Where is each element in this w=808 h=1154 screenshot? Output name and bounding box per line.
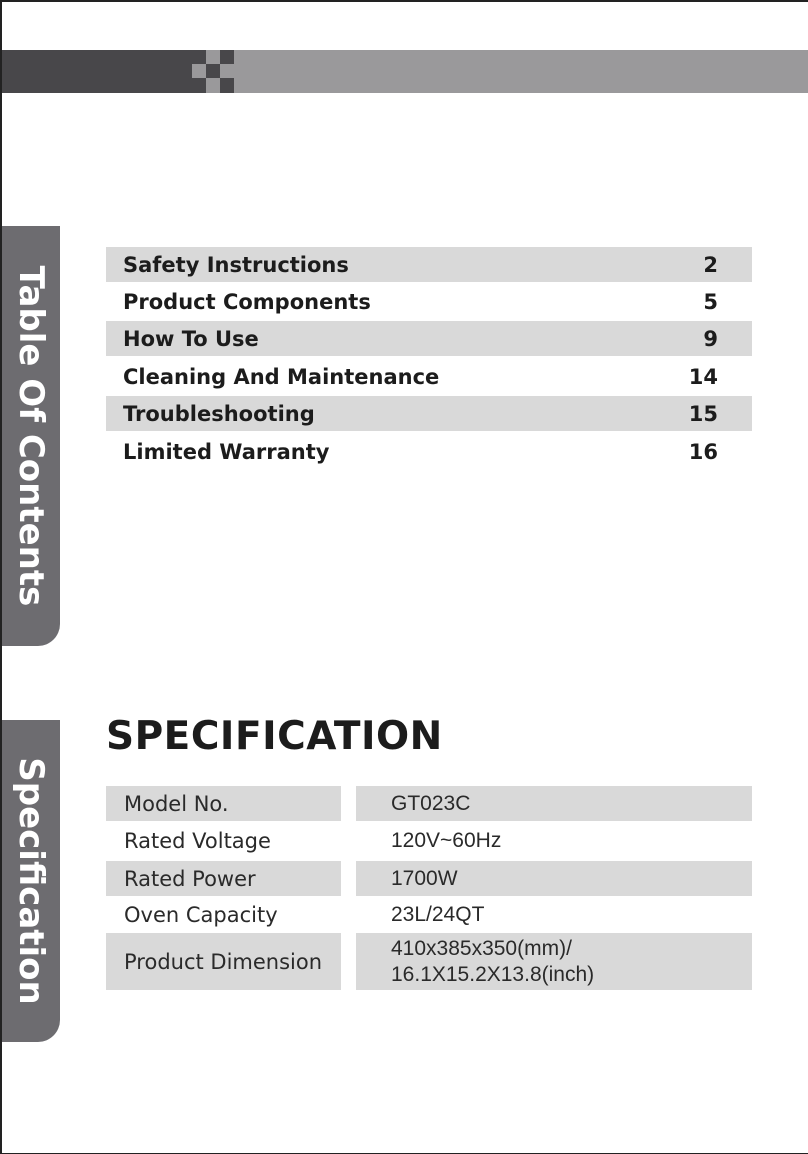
spec-value-product-dimension <box>356 933 752 990</box>
toc-title: How To Use <box>123 326 259 351</box>
spec-value-rated-voltage: 120V~60Hz <box>391 829 502 852</box>
side-tab-spec-label: Specification <box>11 757 51 1005</box>
spec-value-model-no: GT023C <box>356 786 752 821</box>
toc-page-number: 5 <box>703 289 718 314</box>
toc-row-safety-instructions[interactable] <box>106 247 752 282</box>
toc-page-number: 16 <box>688 439 718 464</box>
spec-label-oven-capacity: Oven Capacity <box>124 903 278 927</box>
specification-heading: SPECIFICATION <box>106 714 443 759</box>
spec-value-rated-power: 1700W <box>356 861 752 896</box>
spec-label-rated-voltage: Rated Voltage <box>124 829 271 853</box>
toc-page-number: 9 <box>703 326 718 351</box>
spec-label-rated-power: Rated Power <box>106 861 341 896</box>
side-tab-specification <box>2 720 60 1042</box>
toc-title: Troubleshooting <box>123 401 315 426</box>
toc-page-number: 15 <box>688 401 718 426</box>
side-tab-table-of-contents <box>2 226 60 646</box>
spec-label-model-no: Model No. <box>106 786 341 821</box>
toc-row-limited-warranty[interactable] <box>106 434 752 469</box>
toc-row-how-to-use[interactable] <box>106 321 752 356</box>
toc-title: Safety Instructions <box>123 252 349 277</box>
toc-title: Cleaning And Maintenance <box>123 364 440 389</box>
side-tab-toc-label: Table Of Contents <box>11 265 51 607</box>
toc-title: Product Components <box>123 289 371 314</box>
header-band-light <box>234 50 808 93</box>
spec-value-oven-capacity: 23L/24QT <box>391 903 485 926</box>
spec-value-dimension-mm: 410x385x350(mm)/ <box>391 936 572 960</box>
toc-title: Limited Warranty <box>123 439 330 464</box>
toc-page-number: 2 <box>703 252 718 277</box>
toc-row-product-components[interactable] <box>106 284 752 319</box>
toc-row-troubleshooting[interactable] <box>106 396 752 431</box>
toc-page-number: 14 <box>688 364 718 389</box>
header-band-dark <box>2 50 192 93</box>
spec-value-dimension-inch: 16.1X15.2X13.8(inch) <box>391 962 595 986</box>
toc-row-cleaning-and-maintenance[interactable] <box>106 359 752 394</box>
spec-label-product-dimension: Product Dimension <box>106 933 341 990</box>
